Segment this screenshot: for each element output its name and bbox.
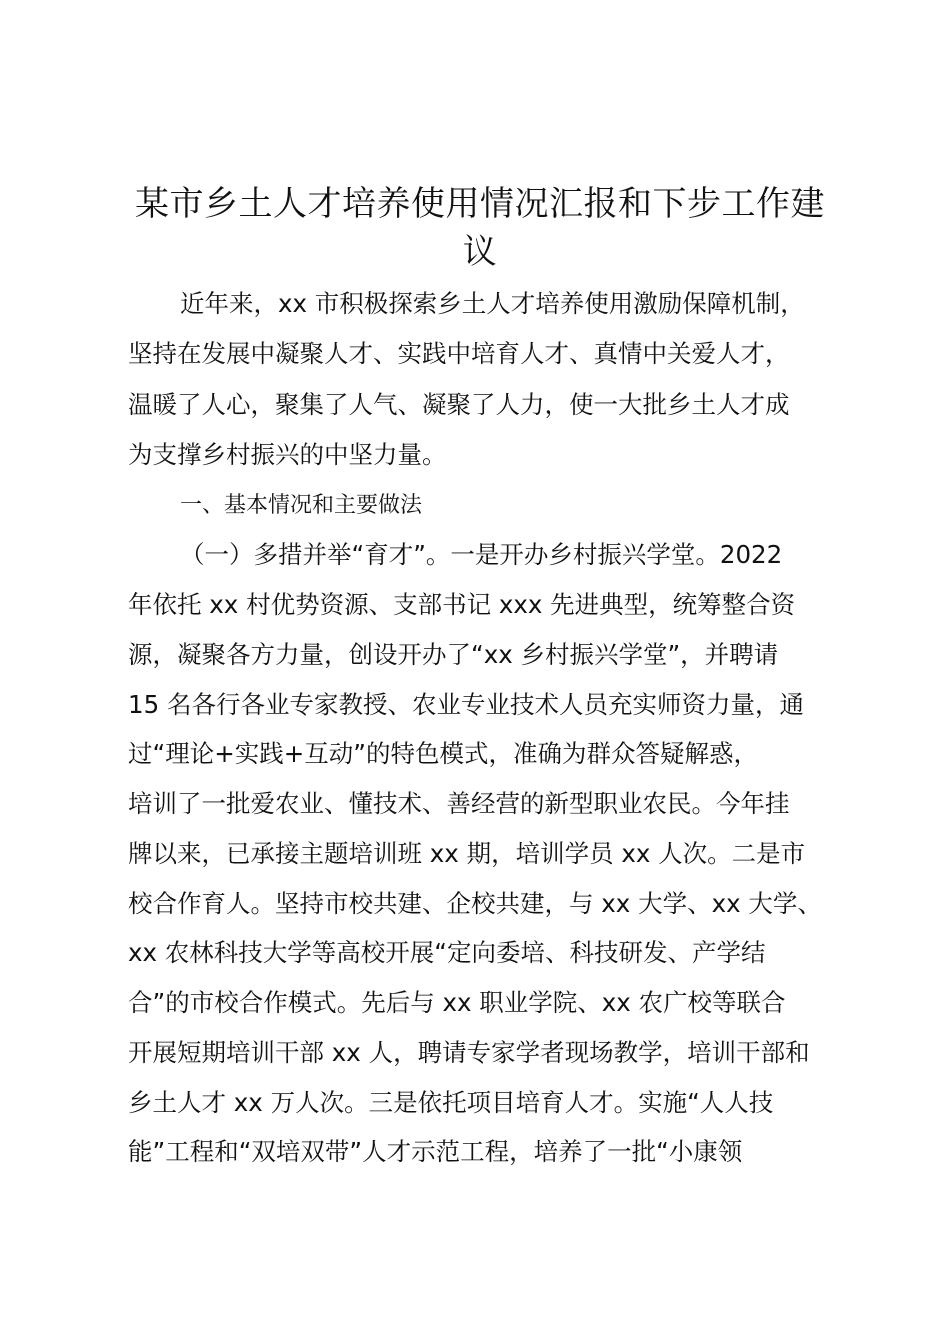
paragraph-line: xx 农林科技大学等高校开展“定向委培、科技研发、产学结	[128, 938, 766, 967]
paragraph-line: 坚持在发展中凝聚人才、实践中培育人才、真情中关爱人才，	[128, 339, 790, 368]
paragraph-line: 培训了一批爱农业、懂技术、善经营的新型职业农民。今年挂	[128, 789, 790, 818]
paragraph-line: 源，凝聚各方力量，创设开办了“xx 乡村振兴学堂”，并聘请	[128, 640, 779, 669]
paragraph-line: 温暖了人心，聚集了人气、凝聚了人力，使一大批乡土人才成	[128, 390, 790, 419]
paragraph-line: 合”的市校合作模式。先后与 xx 职业学院、xx 农广校等联合	[128, 988, 786, 1017]
paragraph-line: 牌以来，已承接主题培训班 xx 期，培训学员 xx 人次。二是市	[128, 839, 806, 868]
paragraph-line: 校合作育人。坚持市校共建、企校共建，与 xx 大学、xx 大学、	[128, 889, 822, 918]
paragraph-line: 15 名各行各业专家教授、农业专业技术人员充实师资力量，通	[128, 690, 804, 719]
paragraph-line: 近年来，xx 市积极探索乡土人才培养使用激励保障机制，	[180, 289, 805, 318]
paragraph-line: 过“理论+实践+互动”的特色模式，准确为群众答疑解惑，	[128, 739, 758, 768]
paragraph-line: 为支撑乡村振兴的中坚力量。	[128, 440, 447, 469]
paragraph-line: 能”工程和“双培双带”人才示范工程，培养了一批“小康领	[128, 1137, 743, 1166]
paragraph-line: 开展短期培训干部 xx 人，聘请专家学者现场教学，培训干部和	[128, 1038, 810, 1067]
section-heading: 一、基本情况和主要做法	[180, 493, 423, 518]
paragraph-line: 年依托 xx 村优势资源、支部书记 xxx 先进典型，统筹整合资	[128, 590, 796, 619]
document-title: 某市乡土人才培养使用情况汇报和下步工作建议	[135, 184, 825, 272]
paragraph-line: （一）多措并举“育才”。一是开办乡村振兴学堂。2022	[180, 540, 783, 569]
paragraph-line: 乡土人才 xx 万人次。三是依托项目培育人才。实施“人人技	[128, 1088, 774, 1117]
